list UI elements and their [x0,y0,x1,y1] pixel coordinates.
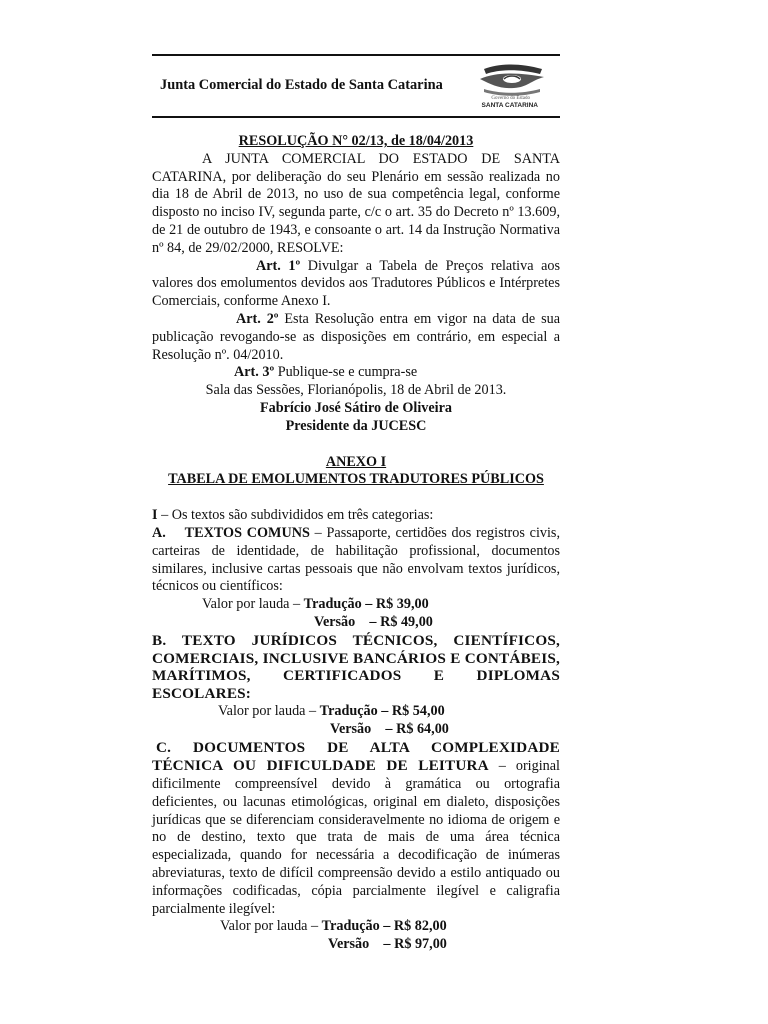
category-a-price-translation [152,596,560,614]
category-a-label: A. TEXTOS COMUNS [152,524,310,541]
category-a-price-prefix: Valor por lauda – [202,596,304,613]
category-b-price-translation [152,703,560,721]
item-1-text: – Os textos são subdivididos em três categorias: [157,507,434,524]
document-body [152,133,560,954]
category-c-label: C. DOCUMENTOS DE ALTA COMPLEXIDADE TÉCNICA OU DIFICULDADE DE LEITURA [152,738,560,775]
article-2-label: Art. 2º [236,310,279,327]
resolution-heading: RESOLUÇÃO N° 02/13, de 18/04/2013 [238,133,474,149]
resolution-intro: A JUNTA COMERCIAL DO ESTADO DE SANTA CATARINA, por deliberação do seu Plenário em sessão realizada no dia 18 de Abril de 2013, no uso de sua competência legal, conforme disposto no inciso IV, segunda parte, c/c o art. 35 do Decreto nº 13.609, de 21 de outubro de 1943, e consoante o art. 14 da Instrução Normativa nº 84, de 29/02/2000, RESOLVE: [152,150,560,256]
category-a-translation: Tradução – R$ 39,00 [303,596,429,613]
category-c-text: – original dificilmente compreensível devido à gramática ou ortografia deficientes, ou lacunas etimológicas, original em dialeto, disposições jurídicas que se diferenciam consideravelmente no idioma de origem e no de destino, texto que trata de mais de uma área técnica especializada, quando for necessária a decodificação de inúmeras abreviaturas, texto de difícil compreensão devido a estilo antiquado ou informações codificadas, cópia parcialmente ilegível e caligrafia parcialmente ilegível: [152,758,560,917]
article-3-label: Art. 3º [234,364,275,381]
category-b-title: B. TEXTO JURÍDICOS TÉCNICOS, CIENTÍFICOS, COMERCIAIS, INCLUSIVE BANCÁRIOS E CONTÁBEIS, MARÍTIMOS, CERTIFICADOS E DIPLOMAS ESCOLARES: [152,631,560,703]
item-1 [152,507,560,525]
article-2 [152,311,560,364]
category-b-translation: Tradução – R$ 54,00 [319,702,445,719]
item-1-label: I [152,507,158,524]
page-header [152,54,560,118]
article-3-text: Publique-se e cumpra-se [274,364,418,381]
article-1-text: Divulgar a Tabela de Preços relativa aos valores dos emolumentos devidos aos Tradutores Públicos e Intérpretes Comerciais, conforme Anexo I. [152,257,560,310]
santa-catarina-logo [470,61,550,111]
article-2-text: Esta Resolução entra em vigor na data de sua publicação revogando-se as disposições em contrário, em especial a Resolução nº. 04/2010. [152,310,560,363]
signer-role: Presidente da JUCESC [285,417,427,434]
category-c-version: Versão – R$ 97,00 [328,936,447,953]
article-3 [152,364,560,382]
annex-title: ANEXO I [325,453,387,470]
category-c-price-prefix: Valor por lauda – [220,918,322,935]
category-a [152,525,560,596]
signer-name: Fabrício José Sátiro de Oliveira [259,399,453,416]
category-b-version: Versão – R$ 64,00 [330,720,449,737]
logo-text-top: Governo do Estado [491,96,530,101]
category-c [152,739,560,919]
category-a-text: – Passaporte, certidões dos registros civis, carteiras de identidade, de habilitação profissional, documentos similares, inclusive cartas pessoais que não envolvam textos jurídicos, técnicos ou científicos: [152,524,561,595]
category-c-price-translation [152,918,560,936]
header-title: Junta Comercial do Estado de Santa Catarina [160,77,443,93]
place-date: Sala das Sessões, Florianópolis, 18 de Abril de 2013. [205,382,507,399]
category-b-price-prefix: Valor por lauda – [218,702,320,719]
category-c-translation: Tradução – R$ 82,00 [321,918,447,935]
article-1-label: Art. 1º [256,257,301,274]
logo-text-bottom: SANTA CATARINA [481,102,538,109]
article-1 [152,258,560,311]
annex-subtitle: TABELA DE EMOLUMENTOS TRADUTORES PÚBLICOS [168,471,544,488]
category-a-version: Versão – R$ 49,00 [314,613,433,630]
